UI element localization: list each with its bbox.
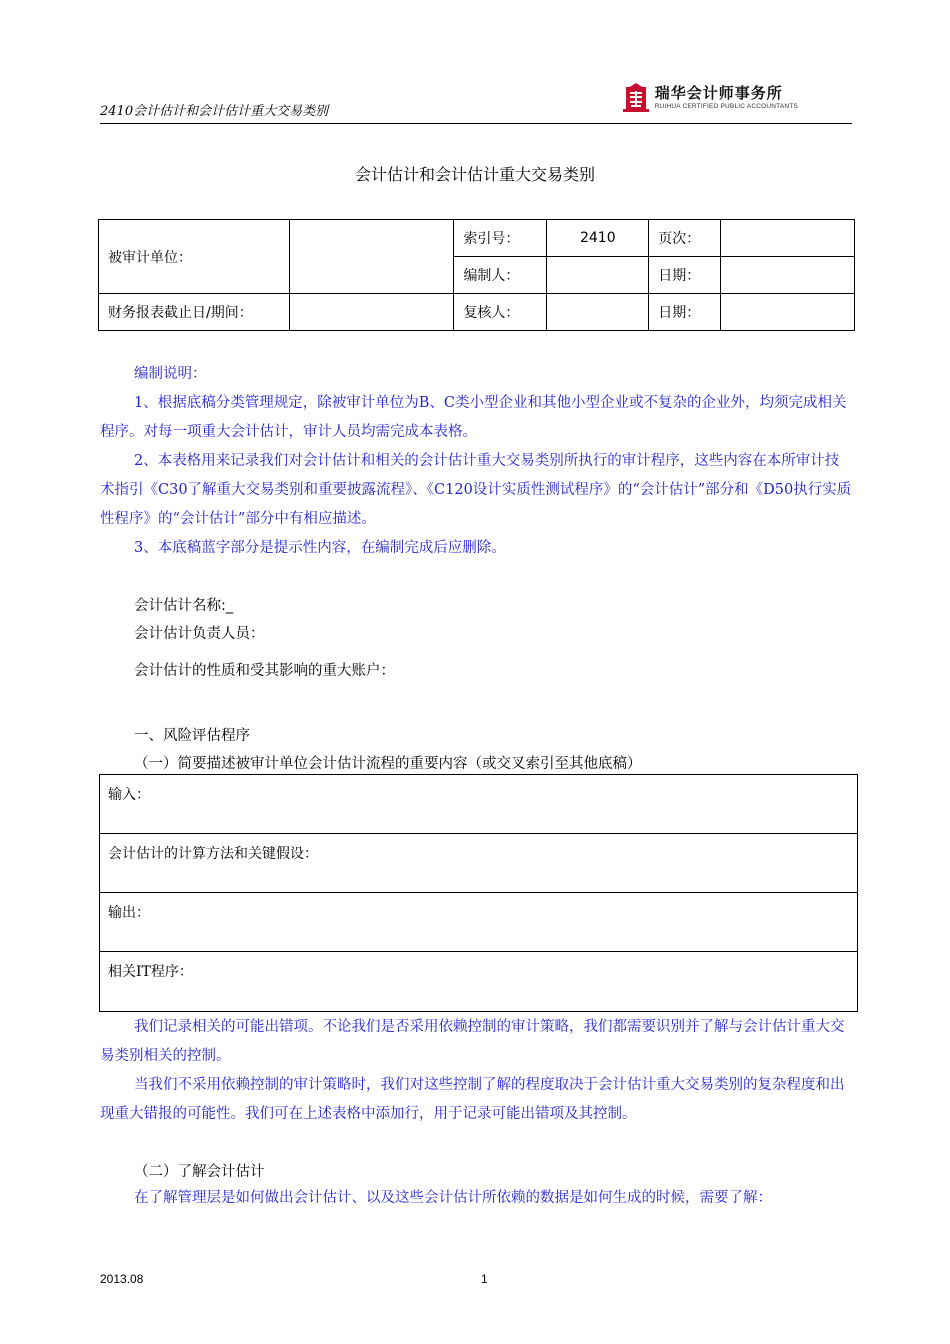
estimate-owner-field: 会计估计负责人员： (134, 626, 265, 642)
date-value-1[interactable] (721, 257, 855, 294)
process-row-output[interactable]: 输出： (100, 893, 857, 952)
section-2-text: 在了解管理层是如何做出会计估计、以及这些会计估计所依赖的数据是如何生成的时候，需要了解： (134, 1190, 772, 1206)
logo-english-name: RUIHUA CERTIFIED PUBLIC ACCOUNTANTS (654, 103, 798, 110)
document-title: 会计估计和会计估计重大交易类别 (354, 165, 595, 184)
section-1-subtitle: （一）简要描述被审计单位会计估计流程的重要内容（或交叉索引至其他底稿） (134, 756, 642, 772)
note-paragraph-1: 我们记录相关的可能出错项。不论我们是否采用依赖控制的审计策略，我们都需要识别并了解与会计估计重大交易类别相关的控制。 (100, 1019, 845, 1064)
section-2-block (100, 1184, 852, 1213)
date-label-2: 日期： (649, 294, 721, 331)
note-paragraph-2: 当我们不采用依赖控制的审计策略时，我们对这些控制了解的程度取决于会计估计重大交易类别的复杂程度和出现重大错报的可能性。我们可在上述表格中添加行，用于记录可能出错项及其控制。 (100, 1077, 845, 1122)
reviewer-label: 复核人： (454, 294, 547, 331)
process-row-method[interactable]: 会计估计的计算方法和关键假设： (100, 834, 857, 893)
instruction-item-1: 1、根据底稿分类管理规定，除被审计单位为B、C类小型企业和其他小型企业或不复杂的企业外，均须完成相关程序。对每一项重大会计估计，审计人员均需完成本表格。 (100, 395, 847, 440)
index-value[interactable]: 2410 (547, 220, 649, 257)
notes-block (100, 1013, 852, 1129)
instruction-item-2: 2、本表格用来记录我们对会计估计和相关的会计估计重大交易类别所执行的审计程序，这些内容在本所审计技术指引《C30了解重大交易类别和重要披露流程》、《C120设计实质性测试程序》的“会计估计”部分和《D50执行实质性程序》的“会计估计”部分中有相应描述。 (100, 453, 852, 527)
preparer-value[interactable] (547, 257, 649, 294)
reviewer-value[interactable] (547, 294, 649, 331)
process-row-input[interactable]: 输入： (100, 775, 857, 834)
footer-date: 2013.08 (100, 1272, 144, 1286)
date-value-2[interactable] (721, 294, 855, 331)
page-value[interactable] (721, 220, 855, 257)
audit-info-table (98, 219, 855, 331)
page-number: 1 (481, 1272, 488, 1286)
process-table (99, 774, 858, 1012)
page-header (100, 78, 852, 124)
page-label: 页次： (649, 220, 721, 257)
firm-logo (623, 82, 798, 114)
estimate-name-field: 会计估计名称:_ (134, 598, 234, 614)
period-label: 财务报表截止日/期间： (99, 294, 290, 331)
logo-chinese-name: 瑞华会计师事务所 (654, 84, 783, 102)
instructions-heading: 编制说明： (134, 366, 207, 382)
client-label: 被审计单位： (99, 220, 290, 294)
seal-logo-icon (623, 83, 649, 113)
nature-accounts-field: 会计估计的性质和受其影响的重大账户： (134, 663, 395, 679)
period-value[interactable] (289, 294, 454, 331)
preparer-label: 编制人： (454, 257, 547, 294)
instructions-block (100, 360, 852, 563)
date-label-1: 日期： (649, 257, 721, 294)
instruction-item-3: 3、本底稿蓝字部分是提示性内容，在编制完成后应删除。 (134, 540, 506, 556)
client-value[interactable] (289, 220, 454, 294)
section-1-title: 一、风险评估程序 (134, 728, 250, 744)
header-title: 2410会计估计和会计估计重大交易类别 (100, 104, 329, 119)
process-row-it[interactable]: 相关IT程序： (108, 964, 193, 980)
section-2-title: （二）了解会计估计 (134, 1164, 265, 1180)
index-label: 索引号： (454, 220, 547, 257)
